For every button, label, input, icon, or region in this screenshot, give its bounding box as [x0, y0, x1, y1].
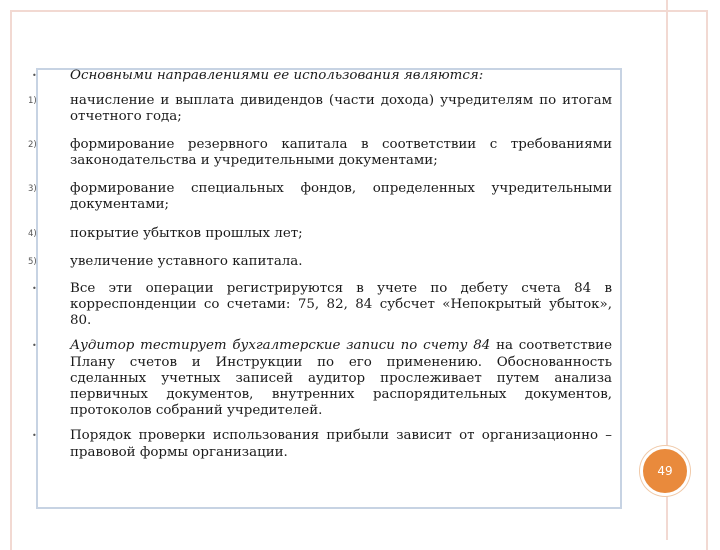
auditor-rest-text: на соответствие Плану счетов и Инструкции по его применению. Обоснованность сделанных учетных записей аудитор прослеживает путем анализа первичных документов, внутренних распорядительных документов, протоколов собраний учредителей.: [70, 338, 613, 419]
page-number-badge: [640, 446, 690, 496]
list-item: [28, 253, 612, 270]
list-item: [28, 181, 612, 213]
bullet-icon: •: [32, 283, 37, 293]
intro-text: Основными направлениями ее использования являются:: [70, 68, 484, 83]
list-item: [28, 136, 612, 169]
list-item-text: начисление и выплата дивидендов (части дохода) учредителям по итогам отчетного года;: [70, 93, 612, 125]
list-marker: 1): [28, 96, 37, 107]
list-marker: 2): [28, 139, 37, 150]
auditor-paragraph: [32, 338, 613, 419]
operations-paragraph: [32, 280, 612, 330]
page-number: 49: [657, 464, 673, 478]
list-item-text: формирование резервного капитала в соответствии с требованиями законодательства и учредительными документами;: [70, 136, 612, 168]
intro-paragraph: [32, 68, 612, 84]
list-item: [28, 226, 612, 242]
auditor-italic-text: Аудитор тестирует бухгалтерские записи по счету 84: [70, 338, 491, 354]
list-item-text: формирование специальных фондов, определенных учредительными документами;: [70, 181, 612, 213]
procedure-paragraph: [32, 428, 612, 460]
bullet-icon: •: [32, 341, 37, 351]
list-marker: 4): [28, 229, 37, 240]
list-item-text: увеличение уставного капитала.: [70, 253, 303, 269]
operations-text: Все эти операции регистрируются в учете по дебету счета 84 в корреспонденции со счетами: 75, 82, 84 субсчет «Непокрытый убыток», 80.: [70, 280, 612, 329]
list-item: [28, 93, 612, 125]
list-marker: 5): [28, 256, 37, 267]
list-item-text: покрытие убытков прошлых лет;: [70, 226, 303, 242]
list-marker: 3): [28, 184, 37, 195]
bullet-icon: •: [32, 431, 37, 441]
bullet-icon: •: [32, 71, 37, 80]
slide-text-list: [28, 68, 613, 461]
procedure-text: Порядок проверки использования прибыли зависит от организационно – правовой формы организации.: [70, 428, 612, 460]
